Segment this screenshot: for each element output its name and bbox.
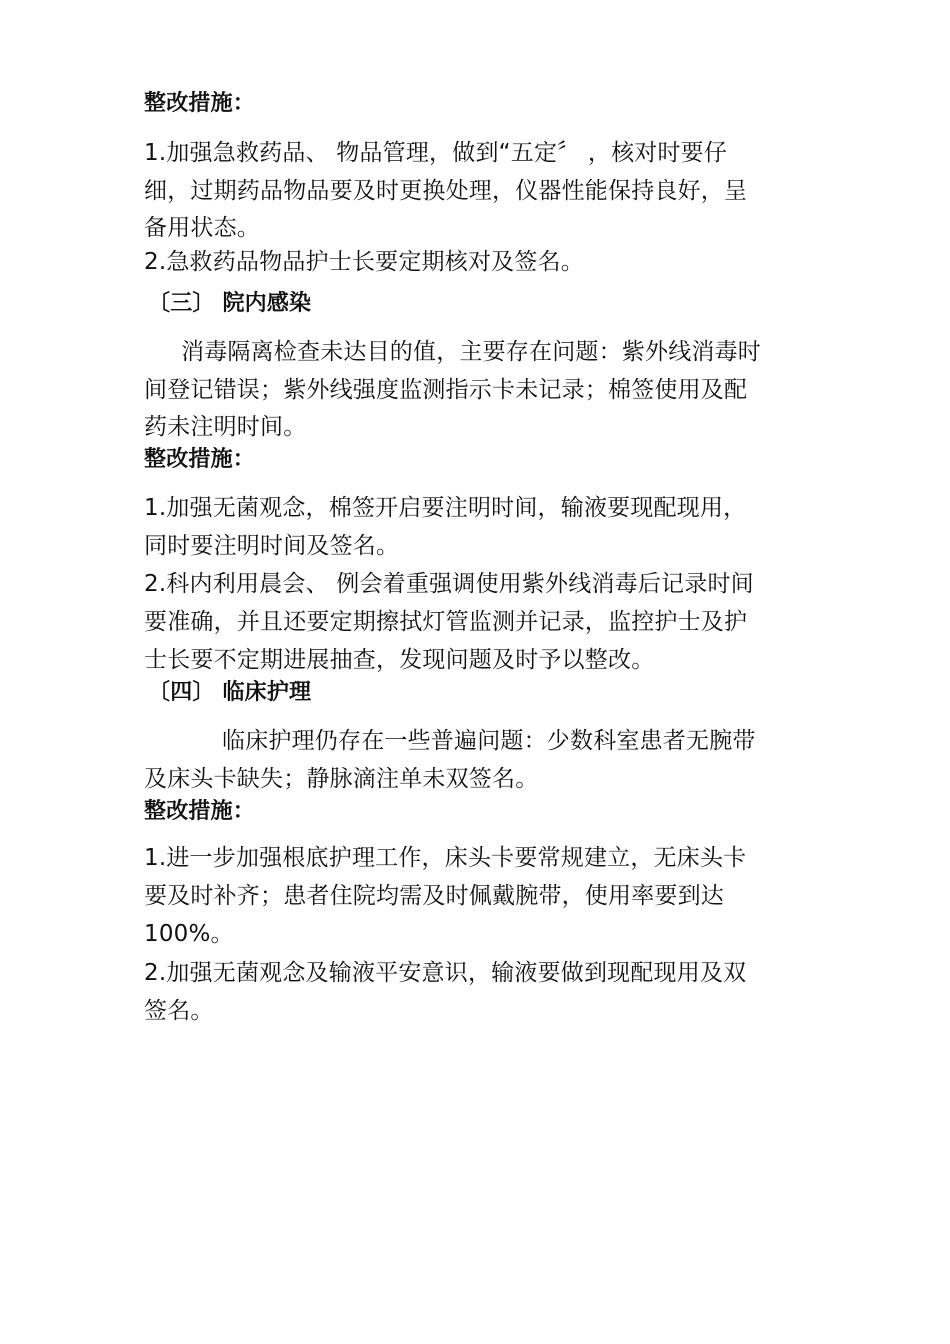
paragraph-line: 士长要不定期进展抽查，发现问题及时予以整改。 — [144, 647, 655, 673]
paragraph-line: 1.进一步加强根底护理工作，床头卡要常规建立，无床头卡 — [144, 845, 747, 871]
paragraph-line: 临床护理仍存在一些普遍问题：少数科室患者无腕带 — [222, 728, 756, 754]
paragraph-line: 2.加强无菌观念及输液平安意识，输液要做到现配现用及双 — [144, 960, 747, 986]
paragraph-line: 100%。 — [144, 921, 234, 947]
paragraph-line: 要及时补齐；患者住院均需及时佩戴腕带，使用率要到达 — [144, 883, 724, 909]
paragraph-line: 及床头卡缺失；静脉滴注单未双签名。 — [144, 766, 539, 792]
paragraph-line: 1.加强无菌观念，棉签开启要注明时间，输液要现配现用， — [144, 495, 747, 521]
paragraph-line: 细，过期药品物品要及时更换处理，仪器性能保持良好，呈 — [144, 178, 748, 204]
heading-rectification-2: 整改措施： — [144, 447, 256, 472]
heading-rectification-3: 整改措施： — [144, 799, 256, 824]
paragraph-line: 同时要注明时间及签名。 — [144, 533, 400, 559]
paragraph-line: 签名。 — [144, 998, 214, 1024]
paragraph-line: 备用状态。 — [144, 215, 260, 241]
paragraph-line: 消毒隔离检查未达目的值，主要存在问题：紫外线消毒时 — [181, 339, 761, 365]
paragraph-line: 2.急救药品物品护士长要定期核对及签名。 — [144, 249, 584, 275]
section-heading-clinical-nursing: 〔四〕 临床护理 — [148, 680, 312, 705]
paragraph-line: 1.加强急救药品、 物品管理，做到“五定〞 ，核对时要仔 — [144, 140, 728, 166]
paragraph-line: 间登记错误；紫外线强度监测指示卡未记录；棉签使用及配 — [144, 377, 748, 403]
section-heading-infection: 〔三〕 院内感染 — [148, 291, 312, 316]
paragraph-line: 要准确，并且还要定期擦拭灯管监测并记录，监控护士及护 — [144, 609, 748, 635]
paragraph-line: 2.科内利用晨会、 例会着重强调使用紫外线消毒后记录时间 — [144, 571, 754, 597]
paragraph-line: 药未注明时间。 — [144, 414, 307, 440]
heading-rectification-1: 整改措施： — [144, 91, 256, 116]
